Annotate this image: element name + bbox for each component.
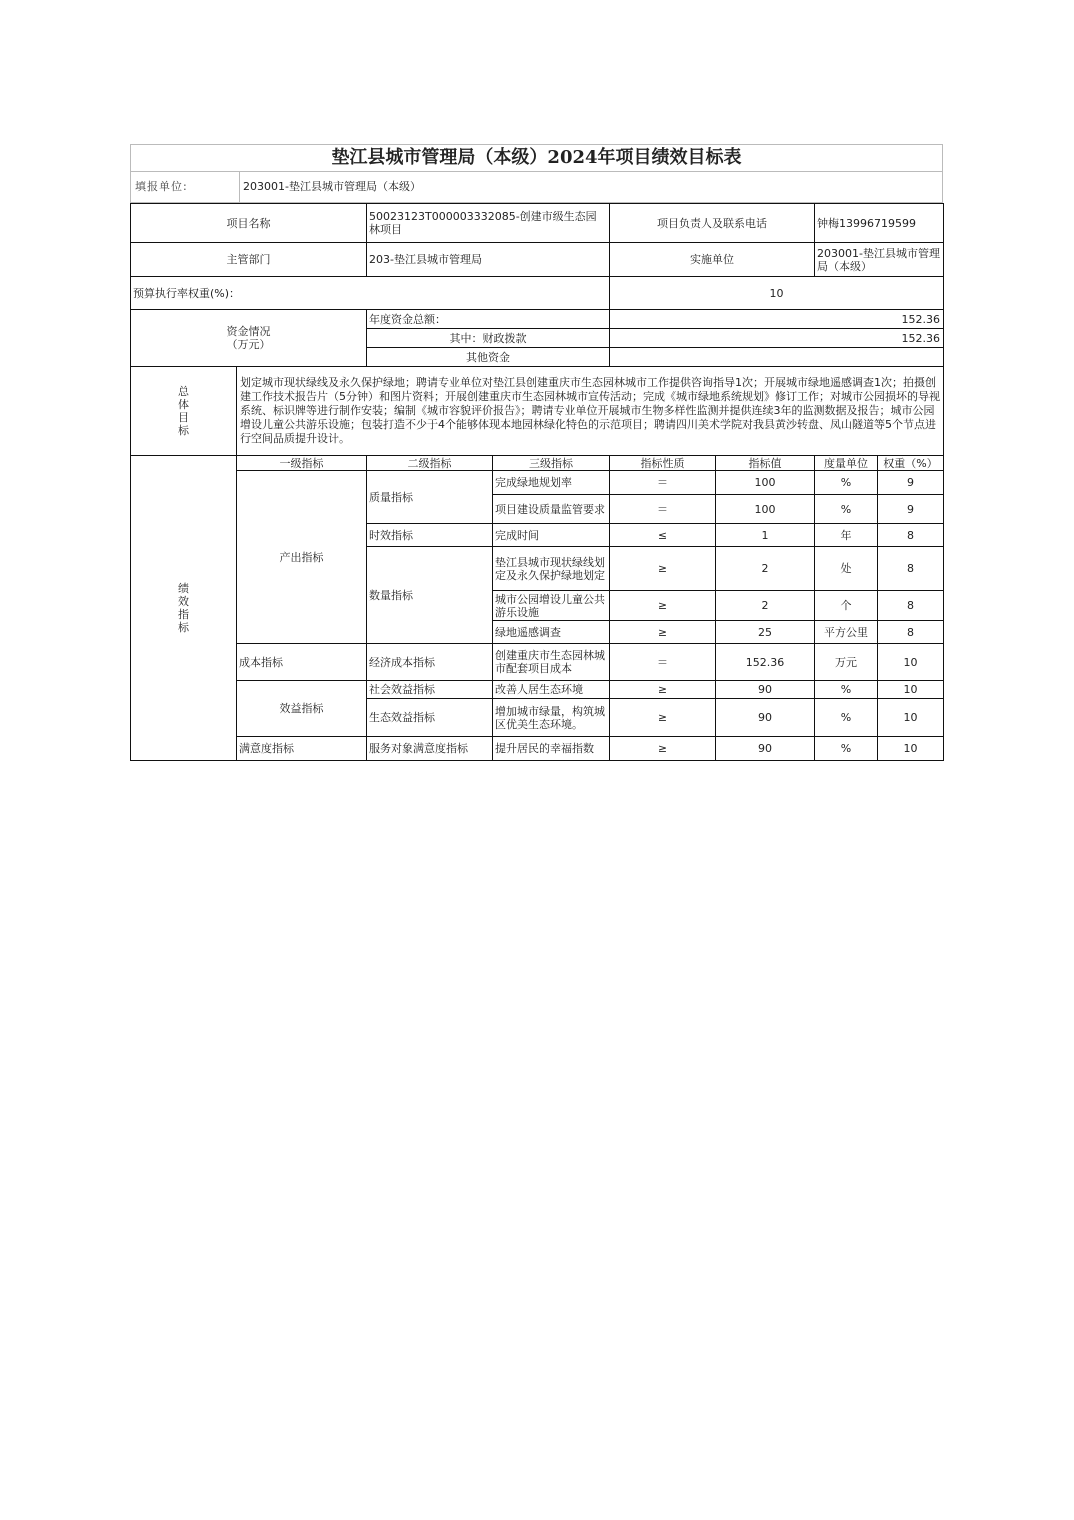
header-cell: 权重（%） (878, 456, 944, 471)
funds-label-line1: 资金情况 (226, 325, 271, 338)
header-cell: 二级指标 (367, 456, 493, 471)
unit-cell: % (815, 699, 878, 737)
level3-cell: 垫江县城市现状绿线划定及永久保护绿地划定 (493, 547, 610, 591)
unit-cell: % (815, 681, 878, 699)
nature-cell: ≥ (610, 737, 716, 761)
budget-label: 预算执行率权重(%)： (131, 277, 610, 310)
indicators-label-char: 标 (178, 621, 189, 634)
unit-cell: 年 (815, 524, 878, 547)
funds-label (131, 310, 367, 367)
funds-total-value: 152.36 (610, 310, 944, 329)
table-row (131, 737, 944, 761)
level2-quality: 质量指标 (367, 471, 493, 524)
level2-econ-cost: 经济成本指标 (367, 644, 493, 681)
goal-label-char: 目 (178, 411, 189, 424)
indicators-label (131, 456, 237, 761)
nature-cell: ＝ (610, 644, 716, 681)
target-table (130, 203, 944, 761)
weight-cell: 8 (878, 621, 944, 644)
nature-cell: ≥ (610, 591, 716, 621)
table-row (131, 471, 944, 495)
unit-cell: 平方公里 (815, 621, 878, 644)
funds-total-label: 年度资金总额： (367, 310, 610, 329)
project-name-value: 50023123T000003332085-创建市级生态园林项目 (367, 204, 610, 243)
indicators-label-char: 指 (178, 608, 189, 621)
funds-other-value (610, 348, 944, 367)
weight-cell: 10 (878, 681, 944, 699)
table-row (131, 644, 944, 681)
level1-satisfaction: 满意度指标 (237, 737, 367, 761)
weight-cell: 8 (878, 547, 944, 591)
value-cell: 152.36 (716, 644, 815, 681)
funds-fiscal-label: 其中：财政拨款 (367, 329, 610, 348)
level3-cell: 增加城市绿量，构筑城区优美生态环境。 (493, 699, 610, 737)
level2-eco: 生态效益指标 (367, 699, 493, 737)
nature-cell: ＝ (610, 471, 716, 495)
nature-cell: ＝ (610, 495, 716, 524)
header-cell: 度量单位 (815, 456, 878, 471)
contact-label: 项目负责人及联系电话 (610, 204, 815, 243)
value-cell: 90 (716, 699, 815, 737)
nature-cell: ≥ (610, 681, 716, 699)
level2-time: 时效指标 (367, 524, 493, 547)
funds-label-line2: （万元） (226, 338, 271, 351)
value-cell: 90 (716, 681, 815, 699)
header-cell: 指标值 (716, 456, 815, 471)
header-cell: 指标性质 (610, 456, 716, 471)
goal-text: 划定城市现状绿线及永久保护绿地；聘请专业单位对垫江县创建重庆市生态园林城市工作提供咨询指导1次；开展城市绿地遥感调查1次；拍摄创建工作技术报告片（5分钟）和图片资料；开展创建重庆市生态园林城市宣传活动；完成《城市绿地系统规划》修订工作；对城市公园损坏的导视系统、标识牌等进行制作安装；编制《城市容貌评价报告》；聘请专业单位开展城市生物多样性监测并提供连续3年的监测数据及报告；城市公园增设儿童公共游乐设施；包装打造不少于4个能够体现本地园林绿化特色的示范项目；聘请四川美术学院对我县黄沙转盘、凤山隧道等5个节点进行空间品质提升设计。 (237, 367, 944, 456)
unit-cell: 万元 (815, 644, 878, 681)
dept-label: 主管部门 (131, 243, 367, 277)
unit-cell: % (815, 471, 878, 495)
level2-quantity: 数量指标 (367, 547, 493, 644)
level3-cell: 城市公园增设儿童公共游乐设施 (493, 591, 610, 621)
weight-cell: 10 (878, 737, 944, 761)
header-cell: 三级指标 (493, 456, 610, 471)
project-name-label: 项目名称 (131, 204, 367, 243)
nature-cell: ≥ (610, 621, 716, 644)
header-cell: 一级指标 (237, 456, 367, 471)
nature-cell: ≤ (610, 524, 716, 547)
table-row (131, 681, 944, 699)
level3-cell: 提升居民的幸福指数 (493, 737, 610, 761)
filler-row (130, 171, 943, 203)
goal-label-char: 标 (178, 424, 189, 437)
performance-sheet (130, 144, 943, 761)
dept-value: 203-垫江县城市管理局 (367, 243, 610, 277)
level1-benefit: 效益指标 (237, 681, 367, 737)
level3-cell: 改善人居生态环境 (493, 681, 610, 699)
impl-value: 203001-垫江县城市管理局（本级） (815, 243, 944, 277)
unit-cell: 处 (815, 547, 878, 591)
budget-value: 10 (610, 277, 944, 310)
weight-cell: 10 (878, 644, 944, 681)
unit-cell: % (815, 495, 878, 524)
goal-label-char: 体 (178, 398, 189, 411)
goal-label-char: 总 (178, 385, 189, 398)
value-cell: 2 (716, 547, 815, 591)
level2-service: 服务对象满意度指标 (367, 737, 493, 761)
funds-other-label: 其他资金 (367, 348, 610, 367)
weight-cell: 9 (878, 471, 944, 495)
indicators-label-char: 绩 (178, 582, 189, 595)
unit-cell: 个 (815, 591, 878, 621)
funds-fiscal-value: 152.36 (610, 329, 944, 348)
nature-cell: ≥ (610, 547, 716, 591)
impl-label: 实施单位 (610, 243, 815, 277)
weight-cell: 8 (878, 591, 944, 621)
weight-cell: 9 (878, 495, 944, 524)
value-cell: 100 (716, 471, 815, 495)
filler-value: 203001-垫江县城市管理局（本级） (239, 172, 421, 202)
value-cell: 1 (716, 524, 815, 547)
nature-cell: ≥ (610, 699, 716, 737)
value-cell: 90 (716, 737, 815, 761)
level3-cell: 完成时间 (493, 524, 610, 547)
weight-cell: 8 (878, 524, 944, 547)
filler-label: 填报单位: (135, 180, 188, 193)
contact-value: 钟梅13996719599 (815, 204, 944, 243)
level3-cell: 完成绿地规划率 (493, 471, 610, 495)
level1-cost: 成本指标 (237, 644, 367, 681)
level3-cell: 项目建设质量监管要求 (493, 495, 610, 524)
value-cell: 2 (716, 591, 815, 621)
goal-label (131, 367, 237, 456)
unit-cell: % (815, 737, 878, 761)
level3-cell: 绿地遥感调查 (493, 621, 610, 644)
weight-cell: 10 (878, 699, 944, 737)
value-cell: 25 (716, 621, 815, 644)
indicators-label-char: 效 (178, 595, 189, 608)
level3-cell: 创建重庆市生态园林城市配套项目成本 (493, 644, 610, 681)
level1-output: 产出指标 (237, 471, 367, 644)
page-title: 垫江县城市管理局（本级）2024年项目绩效目标表 (130, 144, 943, 171)
level2-social: 社会效益指标 (367, 681, 493, 699)
value-cell: 100 (716, 495, 815, 524)
